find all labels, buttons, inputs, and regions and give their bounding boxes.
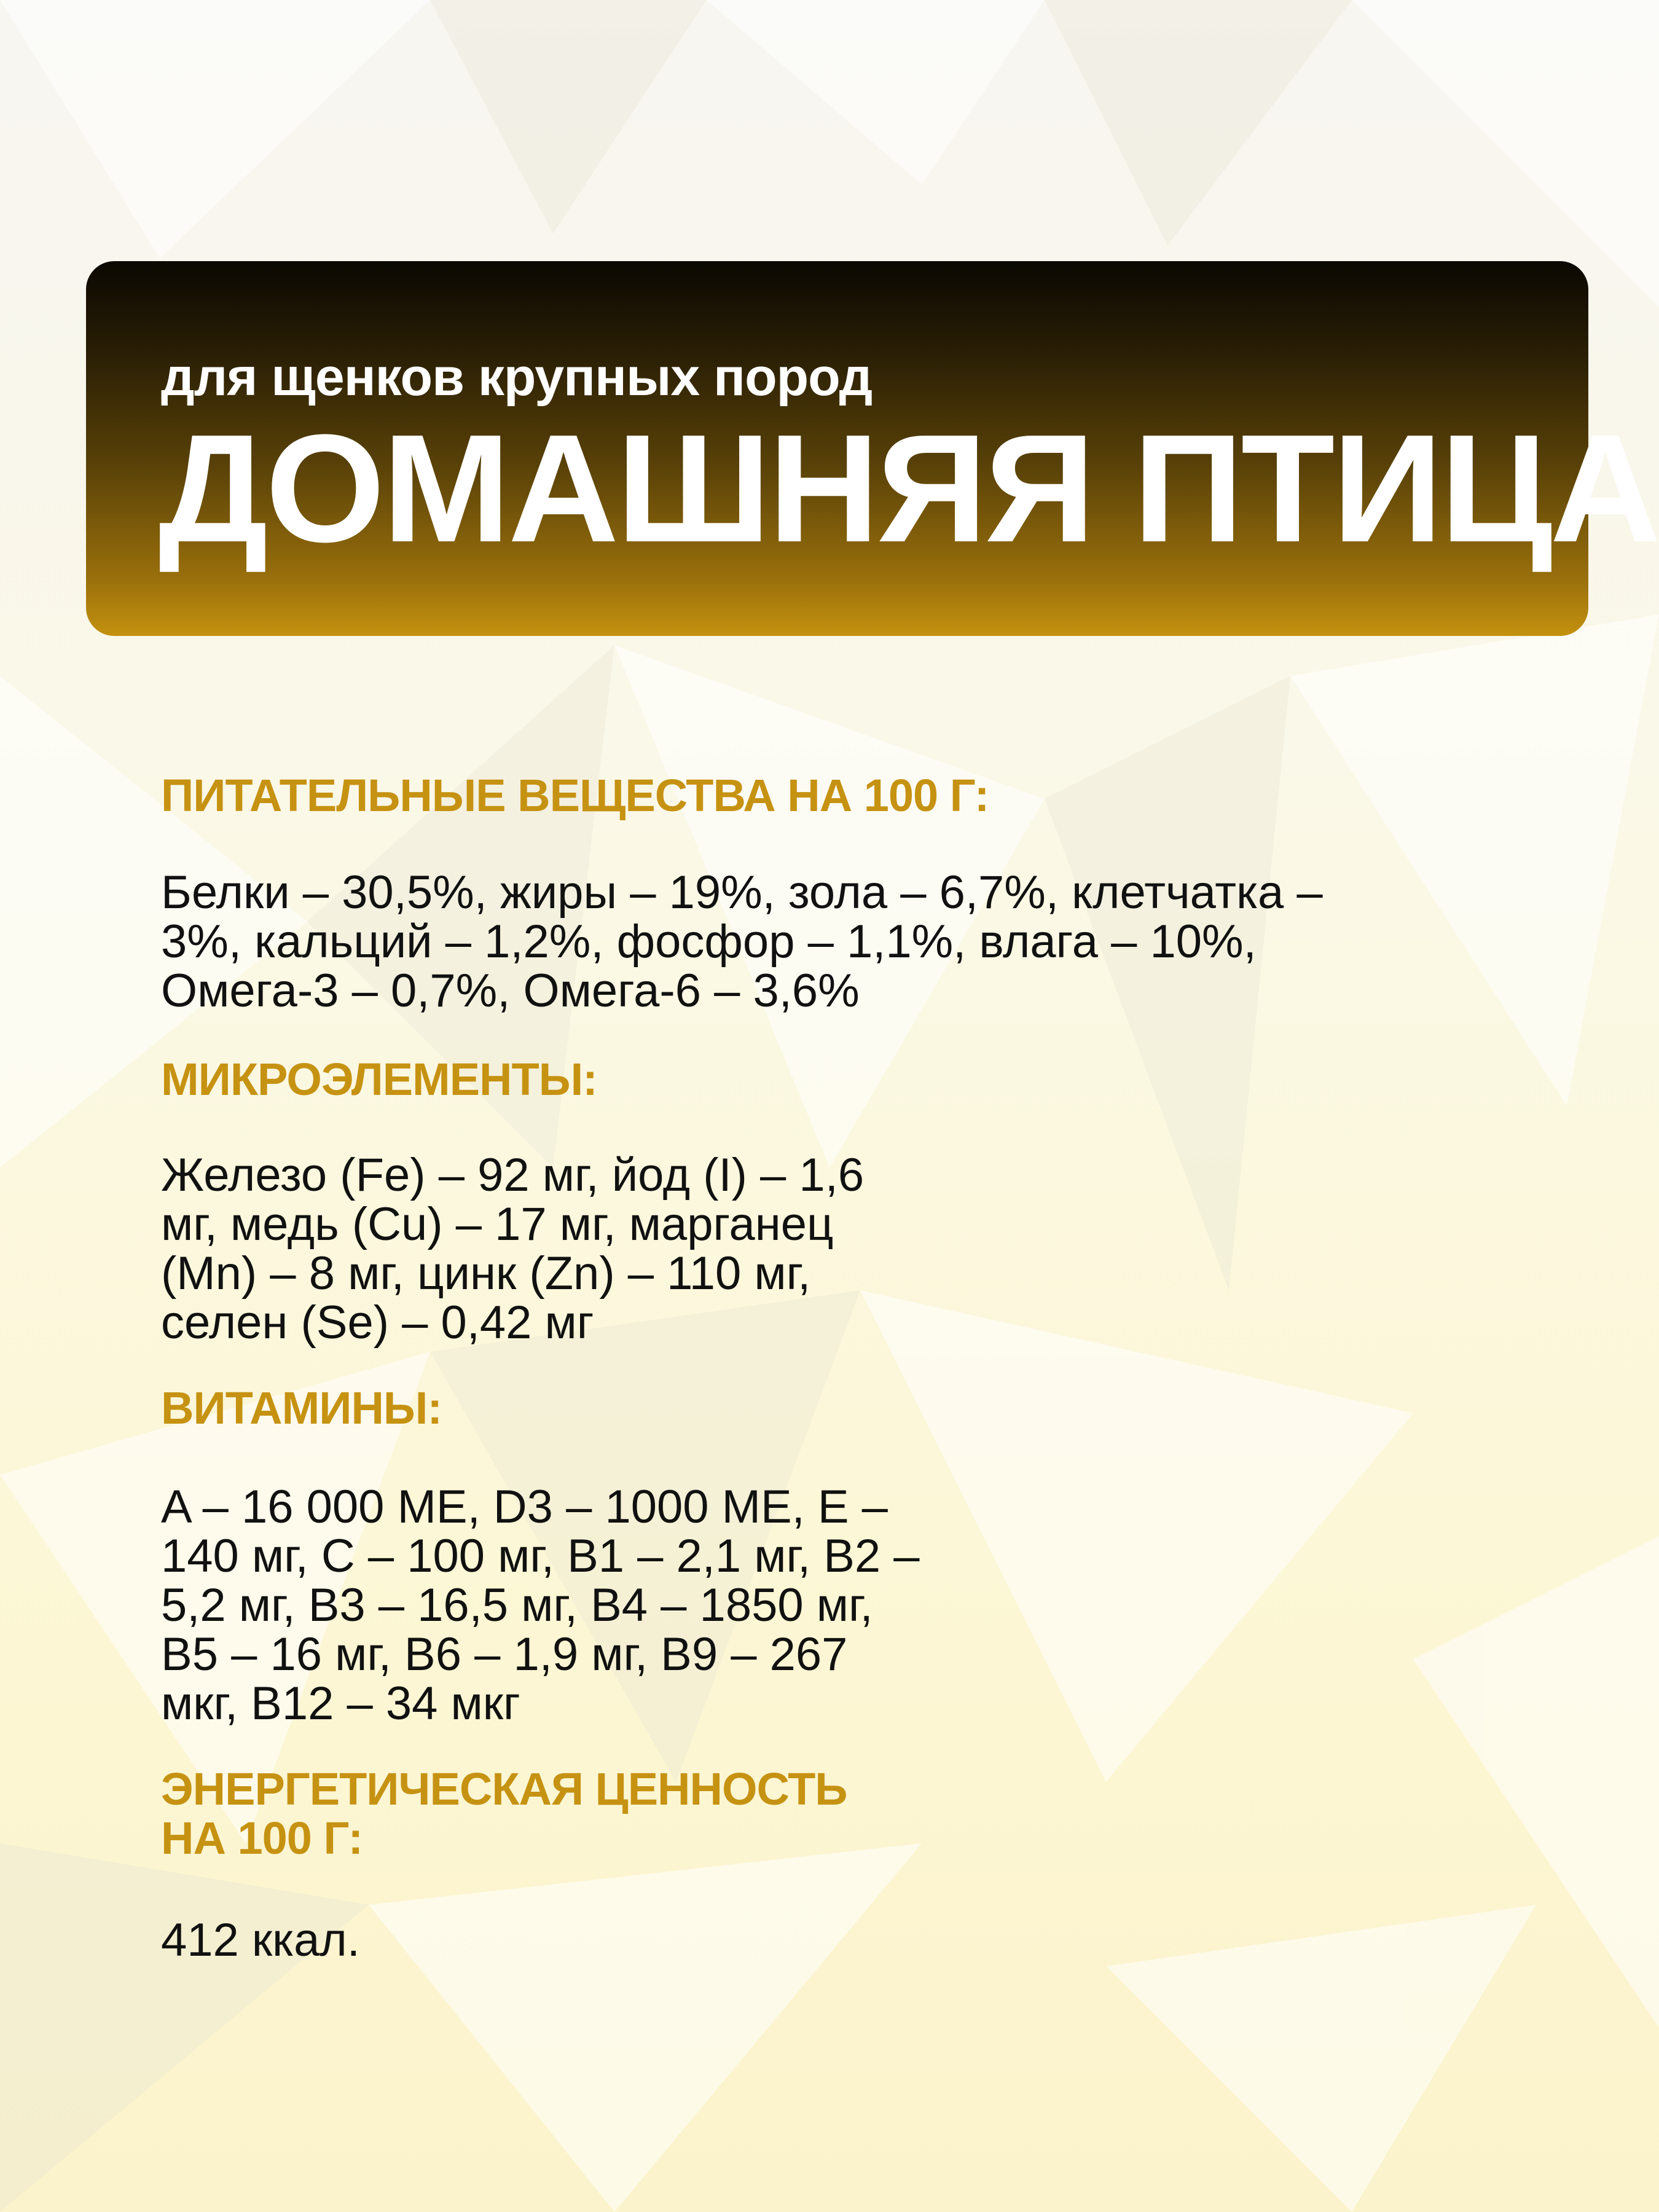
vitamins-text [161, 1483, 920, 1728]
energy-text [161, 1916, 360, 1965]
text-line: Омега-3 – 0,7%, Омега-6 – 3,6% [161, 965, 860, 1017]
section-heading-nutrients [161, 771, 989, 820]
heading-line: НА 100 Г: [161, 1813, 363, 1864]
text-line: A – 16 000 МЕ, D3 – 1000 МЕ, E – [161, 1481, 888, 1533]
text-line: Железо (Fe) – 92 мг, йод (I) – 1,6 [161, 1149, 865, 1201]
text-line: 3%, кальций – 1,2%, фосфор – 1,1%, влага – 10%, [161, 916, 1257, 968]
nutrients-text [161, 868, 1323, 1016]
microelements-text [161, 1151, 864, 1347]
section-heading-energy [161, 1765, 847, 1863]
product-title: ДОМАШНЯЯ ПТИЦА [159, 402, 1659, 574]
text-line: мг, медь (Cu) – 17 мг, марганец [161, 1198, 834, 1250]
text-line: 140 мг, C – 100 мг, B1 – 2,1 мг, B2 – [161, 1530, 920, 1582]
text-line: селен (Se) – 0,42 мг [161, 1296, 594, 1349]
section-heading-vitamins [161, 1384, 442, 1433]
heading-line: ВИТАМИНЫ: [161, 1382, 442, 1433]
heading-line: ЭНЕРГЕТИЧЕСКАЯ ЦЕННОСТЬ [161, 1763, 847, 1814]
subtitle: для щенков крупных пород [161, 348, 873, 407]
text-line: 5,2 мг, B3 – 16,5 мг, B4 – 1850 мг, [161, 1579, 873, 1631]
heading-line: ПИТАТЕЛЬНЫЕ ВЕЩЕСТВА НА 100 Г: [161, 770, 989, 821]
text-line: (Mn) – 8 мг, цинк (Zn) – 110 мг, [161, 1247, 811, 1300]
section-heading-microelements [161, 1055, 597, 1104]
heading-line: МИКРОЭЛЕМЕНТЫ: [161, 1054, 597, 1105]
text-line: Белки – 30,5%, жиры – 19%, зола – 6,7%, клетчатка – [161, 866, 1323, 919]
text-line: B5 – 16 мг, B6 – 1,9 мг, B9 – 267 [161, 1628, 848, 1681]
text-line: мкг, B12 – 34 мкг [161, 1677, 520, 1730]
text-line: 412 ккал. [161, 1914, 360, 1966]
